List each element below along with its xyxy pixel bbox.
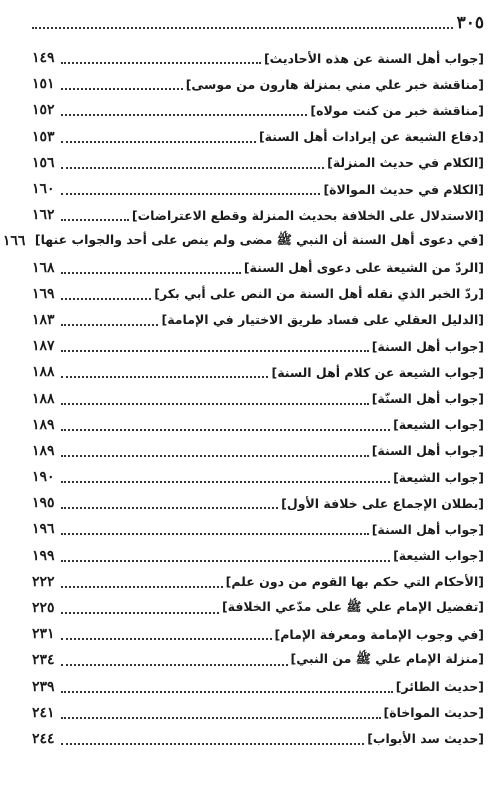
toc-entry bbox=[32, 333, 484, 359]
toc-entry-page: ١٥٣ bbox=[32, 128, 55, 145]
toc-entry-title: [منزلة الإمام علي ﷺ من النبي] bbox=[290, 650, 484, 666]
toc-entry-title: [دفاع الشيعة عن إيرادات أهل السنة] bbox=[258, 129, 484, 145]
toc-entry-page: ١٩٥ bbox=[32, 495, 55, 512]
toc-entry-page: ١٩٩ bbox=[32, 547, 55, 564]
header-dotted-rule bbox=[32, 27, 453, 29]
toc-entry-page: ١٦٨ bbox=[32, 259, 55, 276]
toc-entry bbox=[32, 674, 484, 700]
toc-leader-dots bbox=[61, 298, 151, 300]
toc-entry-title: [الكلام في حديث المنزلة] bbox=[327, 155, 484, 171]
toc-leader-dots bbox=[61, 403, 369, 405]
table-of-contents bbox=[2, 45, 484, 752]
toc-leader-dots bbox=[61, 717, 381, 719]
toc-leader-dots bbox=[61, 429, 390, 431]
toc-entry-page: ١٨٧ bbox=[32, 338, 55, 355]
toc-leader-dots bbox=[61, 507, 278, 509]
toc-leader-dots bbox=[61, 193, 320, 195]
toc-leader-dots bbox=[61, 167, 324, 169]
toc-entry-title: [في وجوب الإمامة ومعرفة الإمام] bbox=[274, 626, 484, 642]
toc-entry bbox=[32, 202, 484, 228]
toc-entry-page: ١٩٠ bbox=[32, 469, 55, 486]
toc-leader-dots bbox=[61, 88, 183, 90]
toc-leader-dots bbox=[61, 455, 369, 457]
toc-entry-title: [الكلام في حديث الموالاة] bbox=[323, 181, 484, 197]
toc-entry-page: ١٨٣ bbox=[32, 311, 55, 328]
toc-entry bbox=[32, 255, 484, 281]
page-header bbox=[32, 8, 484, 38]
toc-leader-dots bbox=[61, 533, 369, 535]
toc-entry-page: ١٦٩ bbox=[32, 285, 55, 302]
toc-entry-title: [جواب الشيعة عن كلام أهل السنة] bbox=[271, 364, 484, 380]
toc-entry bbox=[32, 359, 484, 385]
toc-entry bbox=[32, 464, 484, 490]
toc-entry-page: ١٦٠ bbox=[32, 181, 55, 198]
toc-entry-title: [جواب أهل السنة] bbox=[371, 521, 484, 537]
toc-entry-page: ٢٢٥ bbox=[32, 600, 55, 617]
toc-entry-title: [جواب الشيعة] bbox=[393, 417, 484, 433]
toc-entry-page: ١٨٨ bbox=[32, 364, 55, 381]
toc-entry-page: ١٨٩ bbox=[32, 442, 55, 459]
toc-entry-title: [تفضيل الإمام علي ﷺ على مدّعي الخلافة] bbox=[221, 598, 484, 614]
toc-entry-title: [جواب أهل السنة] bbox=[371, 338, 484, 354]
toc-entry-title: [حديث سد الأبواب] bbox=[367, 731, 484, 747]
toc-leader-dots bbox=[61, 376, 268, 378]
toc-entry bbox=[32, 124, 484, 150]
toc-leader-dots bbox=[61, 219, 129, 221]
toc-entry-page: ١٥٢ bbox=[32, 102, 55, 119]
toc-entry bbox=[32, 516, 484, 542]
toc-entry bbox=[32, 97, 484, 123]
toc-entry bbox=[32, 490, 484, 516]
toc-leader-dots bbox=[61, 586, 223, 588]
toc-entry-title: [حديث الطائر] bbox=[395, 679, 484, 695]
toc-entry-title: [جواب الشيعة] bbox=[393, 548, 484, 564]
toc-entry bbox=[2, 228, 484, 254]
toc-entry-page: ٢٢٢ bbox=[32, 573, 55, 590]
toc-entry-page: ١٦٦ bbox=[2, 233, 26, 250]
toc-entry-title: [مناقشة خبر من كنت مولاه] bbox=[310, 102, 484, 118]
toc-entry bbox=[32, 438, 484, 464]
toc-entry-title: [مناقشة خبر علي مني بمنزلة هارون من موسى] bbox=[185, 76, 484, 92]
toc-leader-dots bbox=[61, 691, 393, 693]
toc-entry-page: ١٩٦ bbox=[32, 521, 55, 538]
toc-entry-title: [جواب أهل السنة] bbox=[371, 443, 484, 459]
toc-entry-title: [جواب أهل السنة عن هذه الأحاديث] bbox=[263, 50, 484, 66]
toc-leader-dots bbox=[61, 481, 390, 483]
toc-leader-dots bbox=[61, 664, 288, 666]
toc-entry bbox=[32, 307, 484, 333]
toc-entry-page: ١٤٩ bbox=[32, 50, 55, 67]
toc-entry-page: ٢٤٤ bbox=[32, 730, 55, 747]
toc-entry bbox=[32, 726, 484, 752]
toc-leader-dots bbox=[61, 114, 307, 116]
toc-leader-dots bbox=[61, 560, 390, 562]
toc-entry-page: ١٥١ bbox=[32, 76, 55, 93]
toc-entry-page: ١٨٩ bbox=[32, 416, 55, 433]
toc-entry bbox=[32, 281, 484, 307]
toc-entry-title: [بطلان الإجماع على خلافة الأول] bbox=[281, 495, 484, 511]
toc-entry bbox=[32, 543, 484, 569]
toc-entry-page: ١٥٦ bbox=[32, 154, 55, 171]
toc-entry-page: ٢٤١ bbox=[32, 704, 55, 721]
toc-entry bbox=[32, 700, 484, 726]
toc-entry-title: [في دعوى أهل السنة أن النبي ﷺ مضى ولم ينص على أحد والجواب عنها] bbox=[34, 231, 484, 247]
toc-entry-title: [حديث المواخاة] bbox=[383, 705, 484, 721]
toc-entry-page: ٢٣١ bbox=[32, 626, 55, 643]
toc-entry-page: ١٦٢ bbox=[32, 207, 55, 224]
toc-entry-title: [الدليل العقلي على فساد طريق الاختيار في الإمامة] bbox=[161, 312, 484, 328]
toc-entry bbox=[32, 45, 484, 71]
toc-leader-dots bbox=[61, 141, 256, 143]
page-number: ٣٠٥ bbox=[456, 13, 484, 33]
toc-leader-dots bbox=[61, 638, 272, 640]
toc-entry bbox=[32, 647, 484, 673]
toc-entry-page: ٢٣٤ bbox=[32, 652, 55, 669]
toc-leader-dots bbox=[61, 272, 241, 274]
toc-leader-dots bbox=[61, 350, 369, 352]
toc-entry-page: ٢٣٩ bbox=[32, 678, 55, 695]
toc-entry-title: [ردّ الخبر الذي نقله أهل السنة من النص على أبي بكر] bbox=[154, 286, 484, 302]
toc-entry-title: [الاستدلال على الخلافة بحديث المنزلة وقطع الاعتراضات] bbox=[131, 207, 484, 223]
toc-entry bbox=[32, 176, 484, 202]
toc-leader-dots bbox=[61, 324, 158, 326]
toc-leader-dots bbox=[61, 743, 364, 745]
toc-leader-dots bbox=[61, 612, 219, 614]
toc-entry bbox=[32, 412, 484, 438]
toc-entry bbox=[32, 150, 484, 176]
toc-entry-title: [جواب أهل السنّة] bbox=[371, 391, 484, 407]
toc-entry bbox=[32, 595, 484, 621]
toc-leader-dots bbox=[61, 62, 261, 64]
toc-entry-title: [الردّ من الشيعة على دعوى أهل السنة] bbox=[243, 260, 484, 276]
toc-entry bbox=[32, 71, 484, 97]
toc-entry-page: ١٨٨ bbox=[32, 390, 55, 407]
toc-entry bbox=[32, 385, 484, 411]
toc-entry-title: [الأحكام التي حكم بها القوم من دون علم] bbox=[225, 574, 484, 590]
toc-entry bbox=[32, 621, 484, 647]
toc-entry-title: [جواب الشيعة] bbox=[393, 469, 484, 485]
toc-entry bbox=[32, 569, 484, 595]
